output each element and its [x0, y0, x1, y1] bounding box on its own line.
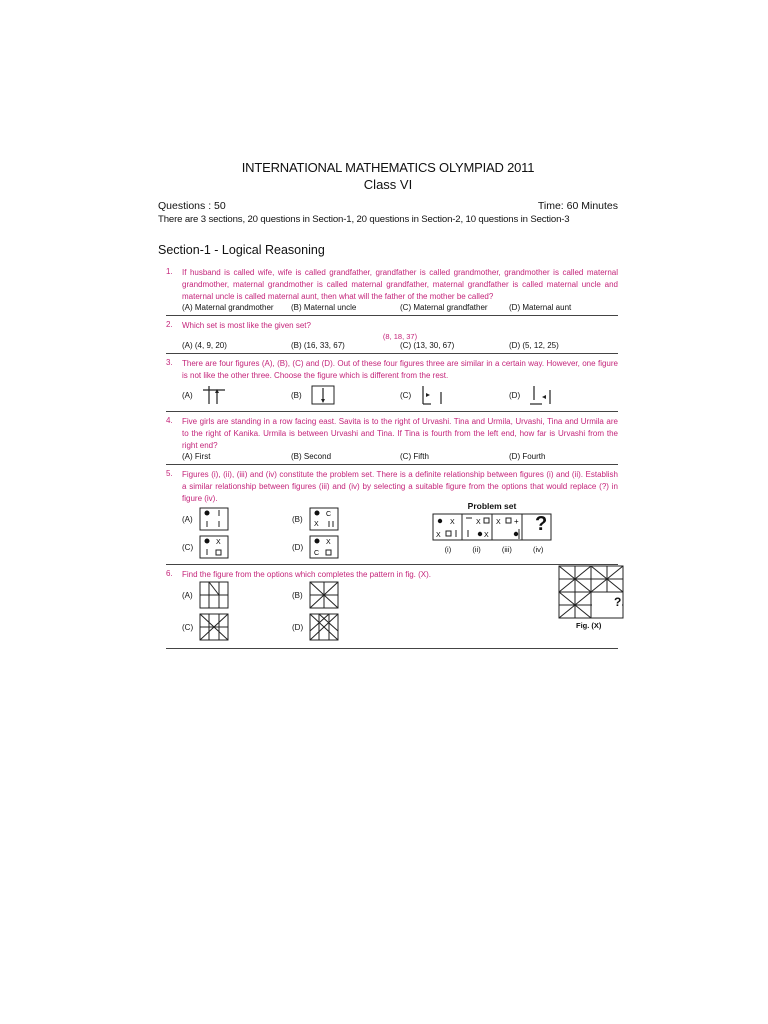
options: [182, 341, 618, 350]
figure-option-c[interactable]: [182, 613, 229, 641]
svg-text:X: X: [216, 539, 221, 546]
time-limit: Time: 60 Minutes: [537, 200, 618, 212]
figure-option-a[interactable]: [182, 384, 291, 406]
figure-c-image: [199, 535, 229, 559]
figure-option-a[interactable]: [182, 581, 229, 609]
svg-text:C: C: [325, 511, 331, 518]
question-text: If husband is called wife, wife is called grandfather, grandfather is called grandmother, grandmother is called maternal grandmother, maternal grandmother is called maternal grandfather, maternal grandfather is called maternal uncle and maternal uncle is called maternal aunt, then what will the father of the mother be called?: [182, 268, 618, 301]
figure-option-d[interactable]: [292, 613, 339, 641]
question-number: 4.: [166, 416, 173, 425]
figure-a-image: [201, 384, 227, 406]
figure-label: (B): [292, 514, 303, 524]
question-mark: ?: [614, 595, 622, 609]
problem-set-labels: [434, 545, 554, 554]
figure-c-image: [419, 384, 445, 406]
figure-option-d[interactable]: [509, 384, 618, 406]
page-title: INTERNATIONAL MATHEMATICS OLYMPIAD 2011: [241, 160, 535, 175]
option-c[interactable]: (C) Maternal grandfather: [400, 303, 488, 312]
svg-text:X: X: [496, 519, 501, 526]
problem-set-title: Problem set: [467, 501, 517, 511]
figure-label: (B): [291, 390, 302, 400]
question-2: [166, 320, 618, 350]
divider: [166, 353, 618, 354]
question-text: Figures (i), (ii), (iii) and (iv) constitute the problem set. There is a definite relationship between figures (i) and (ii). Establish a similar relationship between figures (iii) and (iv) by selecting a suitable figure from the options that would replace (?) in figure (iv).: [182, 470, 618, 503]
figure-label: (D): [292, 622, 304, 632]
figure-option-a[interactable]: [182, 507, 229, 531]
option-a[interactable]: (A) (4, 9, 20): [182, 341, 227, 350]
pattern-figure-x: [558, 565, 624, 619]
sections-info: There are 3 sections, 20 questions in Section-1, 20 questions in Section-2, 10 questions in Section-3: [158, 214, 570, 225]
exam-page: [158, 160, 622, 649]
option-d[interactable]: (D) Maternal aunt: [509, 303, 572, 312]
option-c[interactable]: (C) Fifth: [400, 452, 429, 461]
class-label: Class VI: [363, 177, 413, 192]
question-mark: ?: [535, 513, 548, 535]
figure-label: (C): [182, 622, 194, 632]
option-b[interactable]: (B) (16, 33, 67): [291, 341, 345, 350]
figure-option-c[interactable]: [400, 384, 509, 406]
option-c[interactable]: (C) (13, 30, 67): [400, 341, 455, 350]
figure-label: (A): [182, 590, 193, 600]
option-b[interactable]: (B) Maternal uncle: [291, 303, 357, 312]
option-d[interactable]: (D) (5, 12, 25): [509, 341, 559, 350]
option-b[interactable]: (B) Second: [291, 452, 332, 461]
svg-text:X: X: [450, 519, 455, 526]
question-text: Find the figure from the options which completes the pattern in fig. (X).: [182, 570, 432, 579]
divider: [166, 564, 618, 565]
question-5: [166, 469, 618, 561]
question-count: Questions : 50: [158, 200, 226, 212]
question-4: [166, 416, 618, 461]
question-3: [166, 358, 618, 408]
question-text: Five girls are standing in a row facing east. Savita is to the right of Urvashi. Tina and Urmila, Urvashi, Tina and Urmila are to the right of Kanika. Urmila is between Urvashi and Tina. If Tina is fourth from the left end, how far is Urvashi from the right end?: [182, 417, 618, 450]
question-number: 5.: [166, 469, 173, 478]
figure-option-d[interactable]: [292, 535, 339, 559]
option-a[interactable]: (A) Maternal grandmother: [182, 303, 274, 312]
figure-label: (A): [182, 390, 193, 400]
problem-label: (iii): [501, 545, 512, 554]
question-text: There are four figures (A), (B), (C) and (D). Out of these four figures three are similar in a certain way. However, one figure is not like the other three. Choose the figure which is different from the rest.: [182, 359, 618, 380]
svg-text:X: X: [313, 521, 319, 528]
svg-text:X: X: [476, 519, 481, 526]
figure-d-image: [309, 535, 339, 559]
section-title: Section-1 - Logical Reasoning: [158, 243, 325, 257]
divider: [166, 648, 618, 649]
question-number: 2.: [166, 320, 173, 329]
fig-x-label: Fig. (X): [576, 621, 602, 630]
problem-label: (ii): [472, 545, 481, 554]
question-text: Which set is most like the given set?: [182, 321, 311, 330]
figure-options: [182, 382, 618, 408]
q6-figures: [182, 581, 622, 645]
problem-label: (iv): [532, 545, 544, 554]
question-1: [166, 267, 618, 312]
figure-label: (D): [292, 542, 304, 552]
figure-b-image: [309, 581, 339, 609]
figure-label: (B): [292, 590, 303, 600]
svg-text:+: +: [514, 517, 519, 526]
divider: [166, 411, 618, 412]
question-number: 1.: [166, 267, 173, 276]
figure-a-image: [199, 507, 229, 531]
question-number: 6.: [166, 569, 173, 578]
figure-option-b[interactable]: [291, 384, 400, 406]
figure-a-image: [199, 581, 229, 609]
figure-d-image: [309, 613, 339, 641]
divider: [166, 315, 618, 316]
option-a[interactable]: (A) First: [182, 452, 211, 461]
problem-label: (i): [444, 545, 452, 554]
figure-label: (C): [400, 390, 412, 400]
options: [182, 452, 618, 461]
option-d[interactable]: (D) Fourth: [509, 452, 546, 461]
svg-text:X: X: [326, 539, 331, 546]
figure-b-image: [310, 384, 336, 406]
question-6: [166, 569, 622, 645]
divider: [166, 464, 618, 465]
figure-label: (C): [182, 542, 194, 552]
problem-set-figure: [432, 513, 552, 543]
options: [182, 303, 618, 312]
figure-d-image: [528, 384, 554, 406]
figure-option-b[interactable]: [292, 507, 339, 531]
figure-option-c[interactable]: [182, 535, 229, 559]
exam-meta: [158, 200, 618, 212]
q5-figures: [182, 501, 618, 561]
figure-label: (D): [509, 390, 521, 400]
figure-c-image: [199, 613, 229, 641]
figure-label: (A): [182, 514, 193, 524]
svg-text:C: C: [314, 550, 320, 557]
given-set: (8, 18, 37): [382, 332, 418, 341]
figure-b-image: [309, 507, 339, 531]
question-number: 3.: [166, 358, 173, 367]
figure-option-b[interactable]: [292, 581, 339, 609]
svg-text:X: X: [484, 532, 489, 539]
svg-text:X: X: [436, 532, 441, 539]
